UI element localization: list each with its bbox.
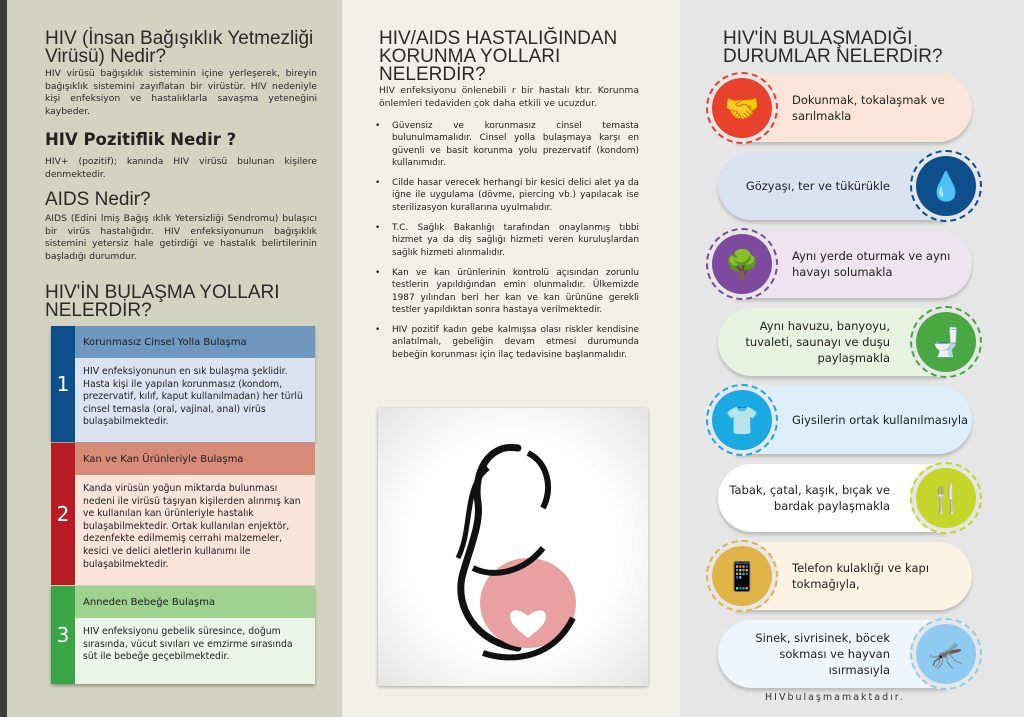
item-text: Tabak, çatal, kaşık, bıçak ve bardak paylaşmakla xyxy=(729,483,890,513)
item-text: Aynı yerde oturmak ve aynı havayı solumakla xyxy=(792,249,951,279)
hiv-text: HIV virüsü bağışıklık sisteminin içine yerleşerek, bireyin bağışıklık sistemini zayıflatan bir virüstür. HIV nedeniyle kişi enfeksiyon ve hastalıklarla savaşma yeteneğini kaybeder. xyxy=(45,68,317,117)
not-transmitted-title: HIV'İN BULAŞMADIĞI DURUMLAR NELERDİR? xyxy=(723,28,943,67)
list-item: • T.C. Sağlık Bakanlığı tarafından onaylanmış tıbbi hizmet ya da diş sağlığı hizmeti veren kuruluşlardan sağlık hizmeti alınmalıdır. xyxy=(367,222,639,259)
route-1 xyxy=(51,326,315,442)
handshake-icon: 🤝 xyxy=(706,72,778,144)
prevention-list xyxy=(367,120,639,369)
tree-bench-icon: 🌳 xyxy=(706,228,778,300)
footer-note: HIVbulaşmamaktadır. xyxy=(765,692,905,703)
item-text: Aynı havuzu, banyoyu, tuvaleti, saunayı ve duşu paylaşmakla xyxy=(745,319,890,365)
positive-title: HIV Pozitiflik Nedir ? xyxy=(45,130,237,149)
pregnant-woman-illustration xyxy=(378,408,648,686)
route-text: HIV enfeksiyonu gebelik süresince, doğum sırasında, vücut sıvıları ve emzirme sırasında süt ile bebeğe geçebilmektedir. xyxy=(75,618,315,684)
shirt-icon: 👕 xyxy=(706,384,778,456)
left-panel xyxy=(0,0,342,717)
route-number: 2 xyxy=(51,443,75,585)
aids-title: AIDS Nedir? xyxy=(45,189,151,210)
route-2 xyxy=(51,443,315,585)
phone-icon: 📱 xyxy=(706,540,778,612)
aids-text: AIDS (Edini lmiş Bağış ıklık Yetersizliği Sendromu) bulaşıcı bir virüs hastalığıdır. HIV enfeksiyonunun bağışıklık sistemini yetersiz hale getirdiği ve hastalık belirtilerinin başladığı durumdur. xyxy=(45,213,317,262)
middle-panel xyxy=(342,0,680,717)
item-text: Dokunmak, tokalaşmak ve sarılmakla xyxy=(792,93,945,123)
item-text: Giysilerin ortak kullanılmasıyla xyxy=(792,413,969,427)
route-title: Korunmasız Cinsel Yolla Bulaşma xyxy=(75,326,315,358)
list-item: • Cilde hasar verecek herhangi bir kesici delici alet ya da iğne ile uygulama (dövme, piercing vb.) yapılacak ise sterilizasyon kurallarına uyulmalıdır. xyxy=(367,177,639,214)
item-text: Sinek, sivrisinek, böcek sokması ve hayvan ısırmasıyla xyxy=(755,631,890,677)
list-item: • Kan ve kan ürünlerinin kontrolü açısından zorunlu testlerin yapıldığından emin olunmalıdır. Ülkemizde 1987 yılından beri her kan ve kan ürününe gerekli testler yapıldıktan sonra hastaya verilmektedir. xyxy=(367,267,639,316)
prevention-intro: HIV enfeksiyonu önlenebili r bir hastalı ktır. Korunma önlemleri tedaviden çok daha etkili ve ucuzdur. xyxy=(379,85,639,109)
list-item: • Güvensiz ve korunmasız cinsel temasta bulunulmamalıdır. Cinsel yolla bulaşmaya karşı en güvenli ve basit korunma yolu prezervatif (kondom) kullanımıdır. xyxy=(367,120,639,169)
item-text: Gözyaşı, ter ve tükürükle xyxy=(745,179,890,193)
route-number: 3 xyxy=(51,586,75,684)
pregnant-woman-icon xyxy=(378,408,648,686)
mosquito-icon: 🦟 xyxy=(910,618,982,690)
routes-title: HIV'İN BULAŞMA YOLLARI NELERDİR? xyxy=(45,282,280,321)
water-drop-icon: 💧 xyxy=(910,150,982,222)
hiv-title: HIV (İnsan Bağışıklık Yetmezliği Virüsü) Nedir? xyxy=(45,28,314,67)
positive-text: HIV+ (pozitif); kanında HIV virüsü bulunan kişilere denmektedir. xyxy=(45,156,317,180)
list-item: • HIV pozitif kadın gebe kalmışsa olası riskler kendisine anlatılmalı, gebeliğin devam etmesi durumunda bebeğin korunması için ilaç tedavisine başlanmalıdır. xyxy=(367,324,639,361)
prevention-title: HIV/AIDS HASTALIĞINDAN KORUNMA YOLLARI NELERDİR? xyxy=(379,28,618,85)
route-title: Kan ve Kan Ürünleriyle Bulaşma xyxy=(75,443,315,475)
route-title: Anneden Bebeğe Bulaşma xyxy=(75,586,315,618)
route-text: HIV enfeksiyonunun en sık bulaşma şeklidir. Hasta kişi ile yapılan korunmasız (kondom, prezervatif, kılıf, kaput kullanılmadan) her türlü cinsel temasla (oral, vajinal, anal) virüs bulaşabilmektedir. xyxy=(75,358,315,442)
route-3 xyxy=(51,586,315,684)
cutlery-icon: 🍴 xyxy=(910,462,982,534)
route-number: 1 xyxy=(51,326,75,442)
toilet-icon: 🚽 xyxy=(910,306,982,378)
route-text: Kanda virüsün yoğun miktarda bulunması nedeni ile virüsü taşıyan kişilerden alınmış kan ve kullanılan kan ürünleriyle hastalık bulaşabilmektedir. Ortak kullanılan enjektör, dezenfekte edilmemiş cerrahi malzemeler, kesici ve delici aletlerin kullanımı ile bulaşabilmektedir. xyxy=(75,475,315,585)
item-text: Telefon kulaklığı ve kapı tokmağıyla, xyxy=(792,561,930,591)
